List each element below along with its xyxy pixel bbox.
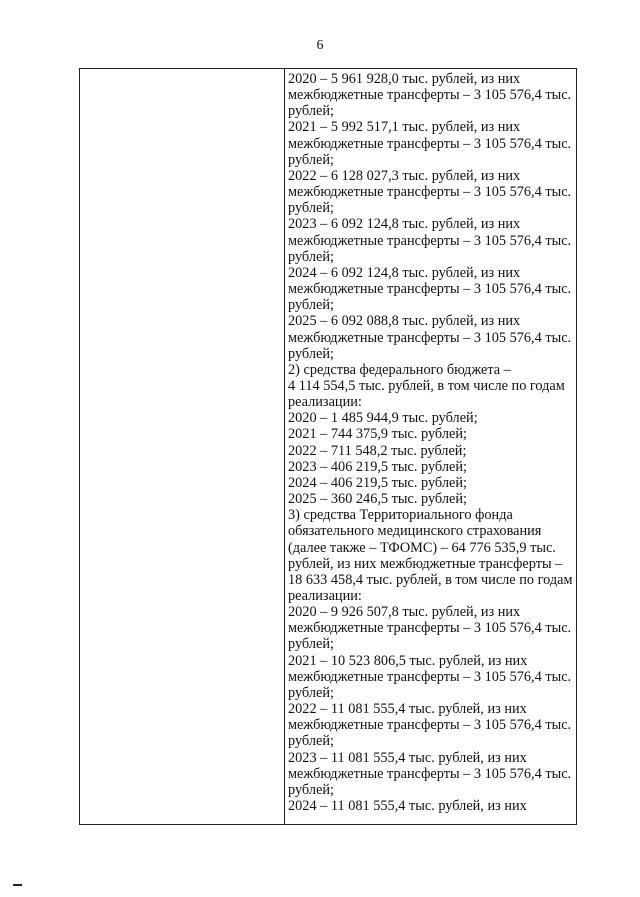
text-line: рублей; [288,103,334,120]
text-line: рублей; [288,684,334,701]
text-line: 2021 – 5 992 517,1 тыс. рублей, из них [288,119,521,136]
text-line: межбюджетные трансферты – 3 105 576,4 тыс. [288,717,572,734]
funding-table [79,68,577,825]
text-line: межбюджетные трансферты – 3 105 576,4 тыс. [288,135,572,152]
text-line: рублей; [288,636,334,653]
text-line: межбюджетные трансферты – 3 105 576,4 тыс. [288,232,572,249]
text-line: 2024 – 6 092 124,8 тыс. рублей, из них [288,264,521,281]
text-line: рублей; [288,781,334,798]
text-line: межбюджетные трансферты – 3 105 576,4 тыс. [288,184,572,201]
text-line: 2024 – 11 081 555,4 тыс. рублей, из них [288,798,527,815]
text-line: рублей; [288,733,334,750]
text-line: 2025 – 360 246,5 тыс. рублей; [288,491,467,508]
text-line: межбюджетные трансферты – 3 105 576,4 тыс. [288,765,572,782]
text-line: межбюджетные трансферты – 3 105 576,4 тыс. [288,620,572,637]
text-line: рублей, из них межбюджетные трансферты – [288,555,563,572]
text-line: межбюджетные трансферты – 3 105 576,4 тыс. [288,668,572,685]
text-line: 2023 – 6 092 124,8 тыс. рублей, из них [288,216,521,233]
text-line: рублей; [288,345,334,362]
text-line: рублей; [288,297,334,314]
text-line: 2022 – 6 128 027,3 тыс. рублей, из них [288,167,521,184]
page-number: 6 [316,38,324,53]
text-line: 2024 – 406 219,5 тыс. рублей; [288,474,467,491]
text-line: рублей; [288,248,334,265]
text-line: 2021 – 10 523 806,5 тыс. рублей, из них [288,652,528,669]
text-line: реализации: [288,394,362,411]
table-left-cell [80,69,284,824]
text-line: 2) средства федерального бюджета – [288,361,511,378]
text-line: (далее также – ТФОМС) – 64 776 535,9 тыс. [288,539,556,556]
text-line: 2020 – 5 961 928,0 тыс. рублей, из них [288,71,521,87]
text-line: 2025 – 6 092 088,8 тыс. рублей, из них [288,313,521,330]
text-line: 2020 – 1 485 944,9 тыс. рублей; [288,410,478,427]
text-line: межбюджетные трансферты – 3 105 576,4 тыс. [288,281,572,298]
text-line: обязательного медицинского страхования [288,523,542,540]
text-line: реализации: [288,588,362,604]
margin-mark [13,884,22,886]
text-line: 18 633 458,4 тыс. рублей, в том числе по годам [288,571,573,588]
text-line: 3) средства Территориального фонда [288,507,513,524]
column-divider [284,69,285,824]
text-line: 2023 – 11 081 555,4 тыс. рублей, из них [288,749,527,766]
text-line: 2022 – 711 548,2 тыс. рублей; [288,442,467,459]
text-line: 2023 – 406 219,5 тыс. рублей; [288,458,467,475]
text-line: 2022 – 11 081 555,4 тыс. рублей, из них [288,701,527,718]
text-line: межбюджетные трансферты – 3 105 576,4 тыс. [288,87,572,104]
text-line: 4 114 554,5 тыс. рублей, в том числе по годам [288,377,565,394]
text-line: межбюджетные трансферты – 3 105 576,4 тыс. [288,329,572,346]
text-line: 2021 – 744 375,9 тыс. рублей; [288,426,467,443]
text-line: 2020 – 9 926 507,8 тыс. рублей, из них [288,604,521,621]
text-line: рублей; [288,200,334,217]
text-line: рублей; [288,151,334,168]
table-right-cell [286,69,576,824]
